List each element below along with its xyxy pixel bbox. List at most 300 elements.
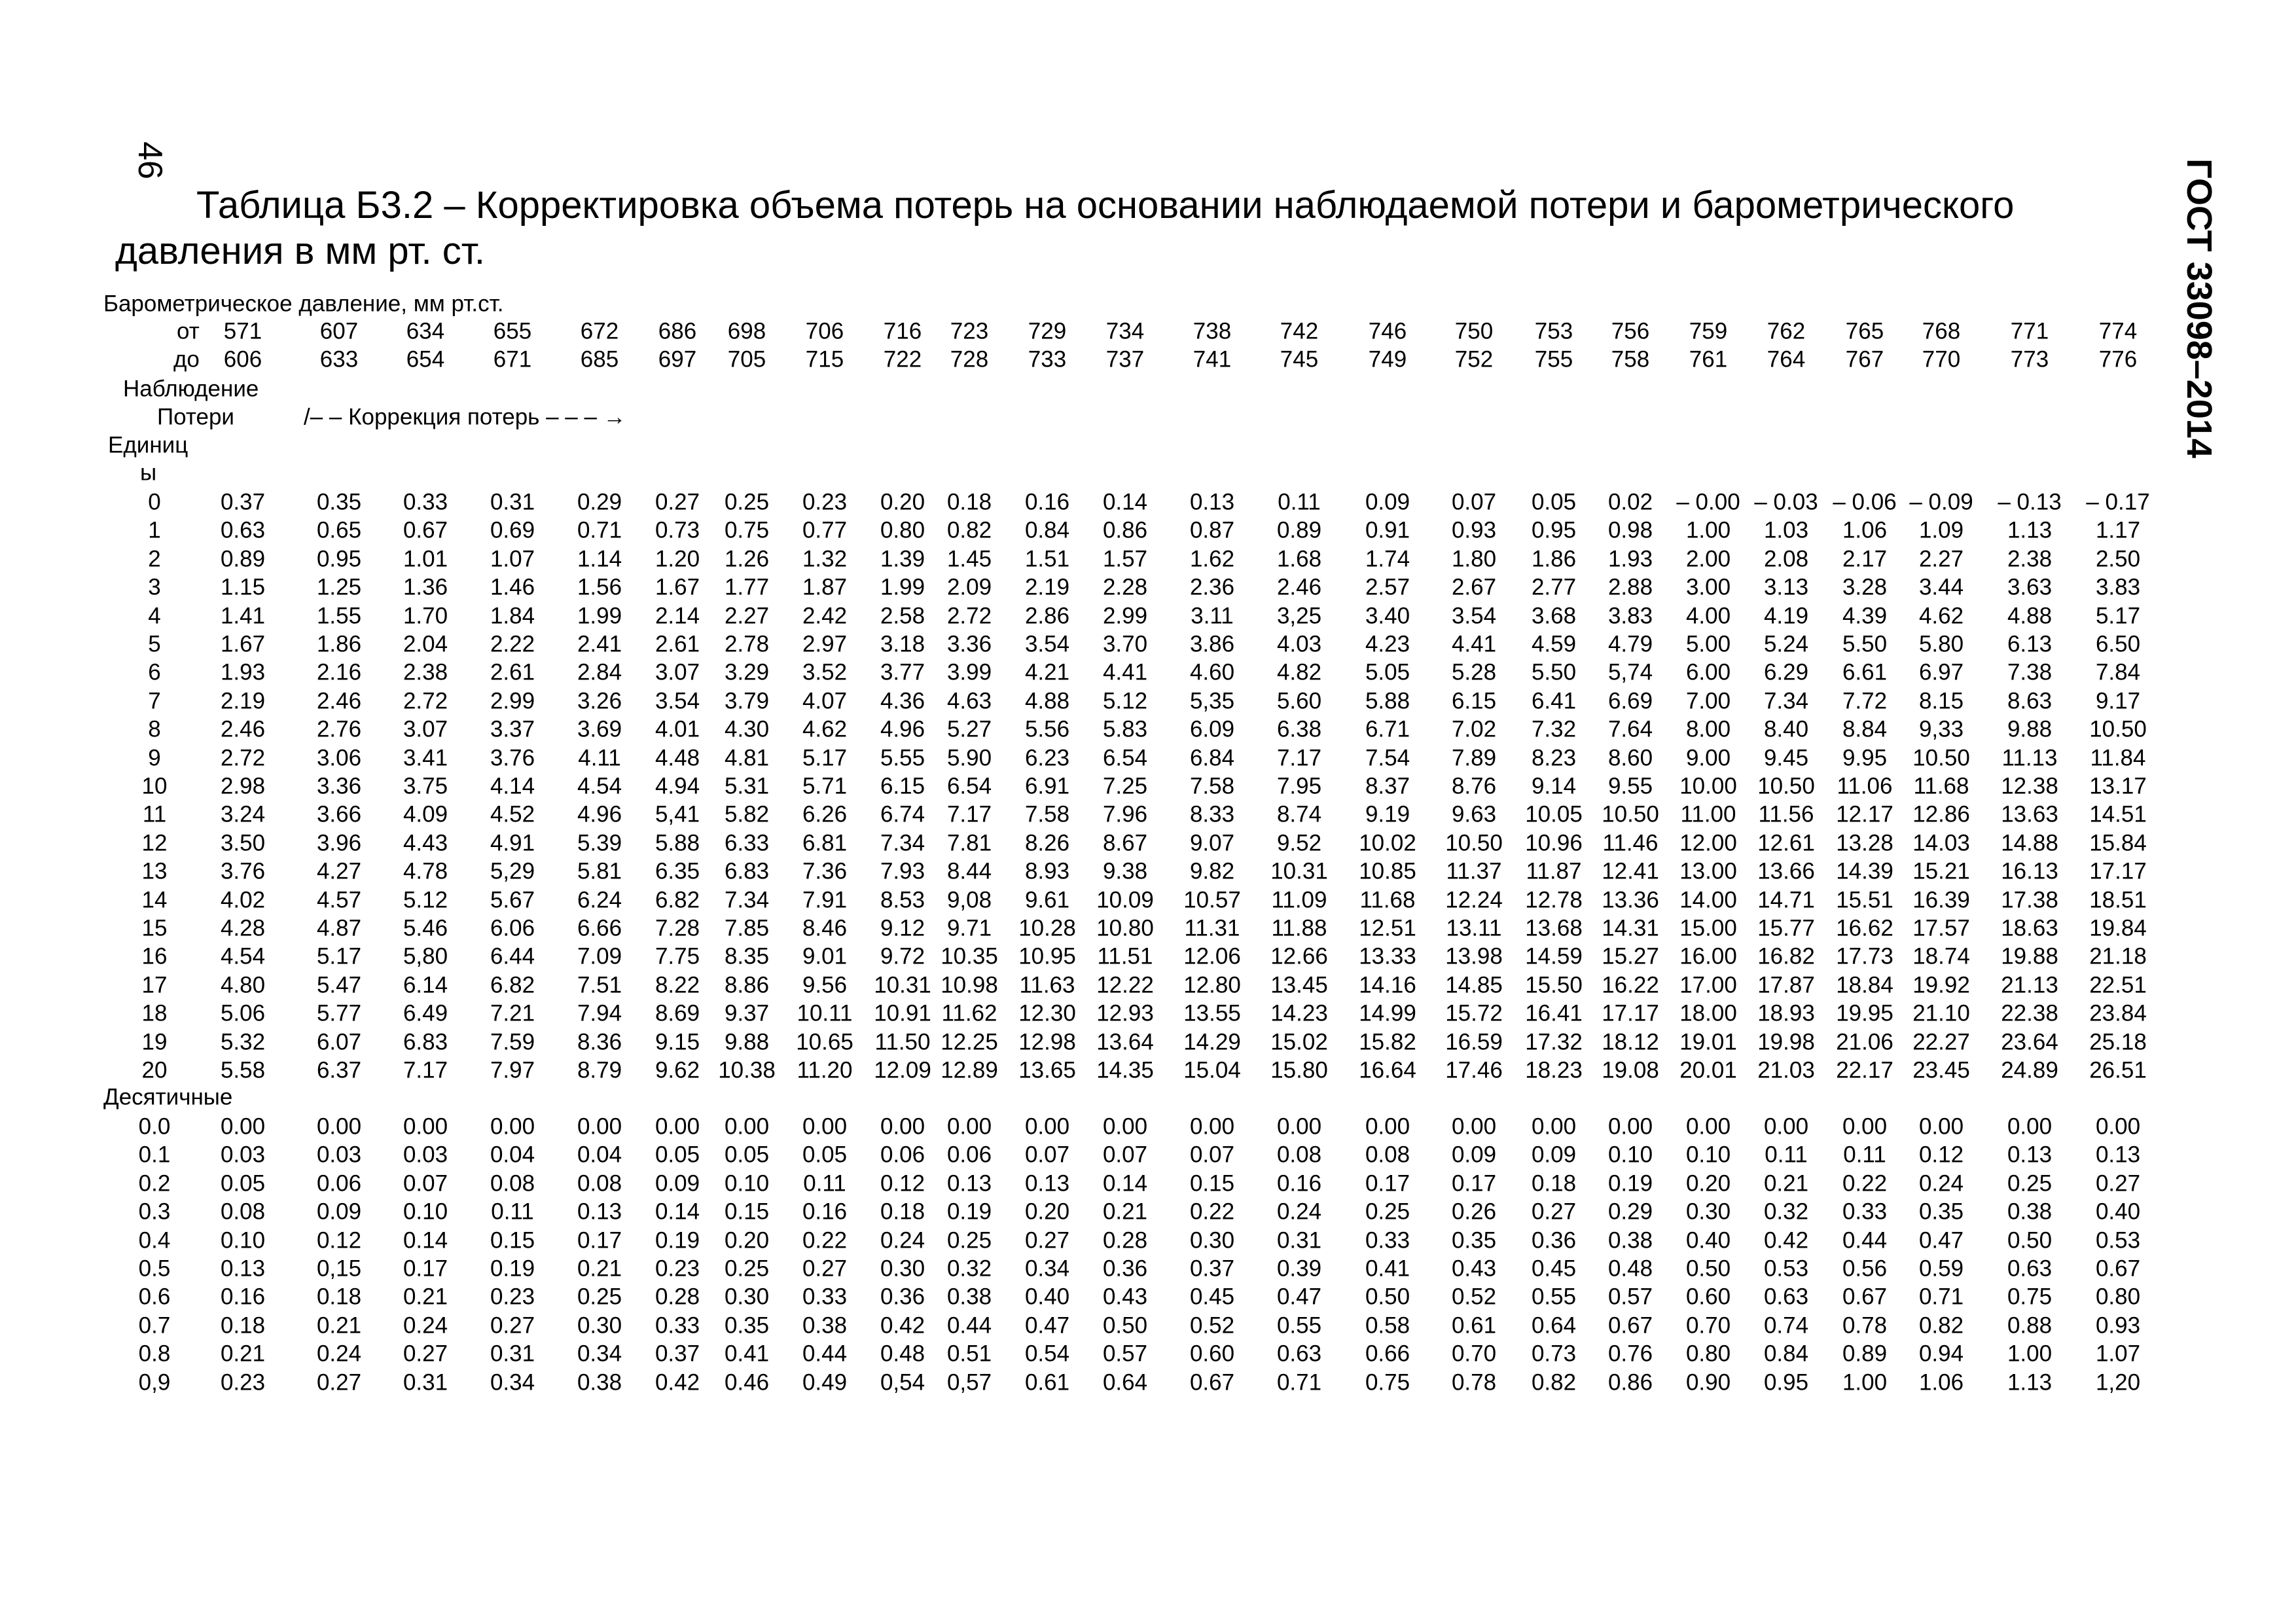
- table-cell: 4.36: [880, 688, 925, 714]
- table-cell: 8.84: [1842, 716, 1888, 742]
- table-cell: 0.44: [1842, 1227, 1888, 1254]
- table-cell: 2.19: [220, 688, 266, 714]
- table-cell: 6.14: [403, 972, 448, 998]
- table-cell: 8.00: [1685, 716, 1731, 742]
- table-cell: 0.45: [1531, 1255, 1577, 1282]
- table-cell: 0.19: [946, 1199, 992, 1225]
- table-cell: 0.63: [2007, 1255, 2053, 1282]
- units-row-label: 15: [141, 915, 168, 941]
- table-cell: 12.80: [1183, 972, 1241, 998]
- correction-label: /– – Коррекция потерь – – – →: [304, 404, 626, 430]
- table-cell: 14.59: [1525, 943, 1583, 969]
- table-cell: 6.06: [490, 915, 535, 941]
- table-cell: 9.56: [802, 972, 848, 998]
- pressure-from-value: 765: [1845, 318, 1884, 344]
- table-cell: 11.68: [1913, 773, 1969, 799]
- table-cell: 0.15: [1189, 1170, 1235, 1197]
- table-cell: 7.91: [802, 887, 848, 913]
- table-cell: 0.75: [2007, 1284, 2053, 1310]
- table-cell: 0.17: [1451, 1170, 1497, 1197]
- table-cell: 14.35: [1096, 1057, 1154, 1083]
- table-cell: 17.87: [1757, 972, 1815, 998]
- table-cell: 7.89: [1451, 745, 1497, 771]
- table-cell: 0.08: [220, 1199, 266, 1225]
- table-cell: 0.61: [1024, 1369, 1070, 1396]
- table-cell: 0.11: [1278, 489, 1321, 515]
- table-cell: 0.27: [1024, 1227, 1070, 1254]
- table-cell: 0.89: [1842, 1341, 1888, 1367]
- table-cell: 0.25: [724, 489, 770, 515]
- table-cell: 18.63: [2001, 915, 2058, 941]
- table-cell: 0.27: [2095, 1170, 2141, 1197]
- table-cell: 0.10: [403, 1199, 448, 1225]
- table-cell: 4.96: [577, 801, 622, 827]
- table-cell: 19.84: [2089, 915, 2147, 941]
- table-cell: 0.16: [1024, 489, 1070, 515]
- table-cell: 0.27: [1531, 1199, 1577, 1225]
- table-cell: 0.13: [577, 1199, 622, 1225]
- table-cell: 11.50: [874, 1029, 931, 1055]
- table-cell: 22.51: [2089, 972, 2147, 998]
- table-cell: 0.00: [220, 1113, 266, 1140]
- table-cell: 2.57: [1365, 574, 1410, 600]
- table-cell: 3.86: [1189, 631, 1235, 657]
- table-cell: 0.11: [491, 1199, 534, 1225]
- table-cell: 0.00: [1365, 1113, 1410, 1140]
- table-cell: 3.77: [880, 659, 925, 685]
- table-cell: 3.07: [655, 659, 700, 685]
- table-cell: 4.60: [1189, 659, 1235, 685]
- table-cell: 6.91: [1024, 773, 1070, 799]
- table-cell: 0.08: [1365, 1142, 1410, 1168]
- table-cell: 0,54: [880, 1369, 925, 1396]
- table-cell: 1.99: [880, 574, 925, 600]
- table-cell: 8.60: [1607, 745, 1653, 771]
- table-cell: 10.91: [874, 1000, 931, 1026]
- table-cell: 0.37: [655, 1341, 700, 1367]
- table-cell: 0.17: [1365, 1170, 1410, 1197]
- table-cell: 1.06: [1918, 1369, 1964, 1396]
- table-cell: 14.51: [2089, 801, 2147, 827]
- table-cell: 6.35: [655, 858, 700, 884]
- table-cell: 0.48: [880, 1341, 925, 1367]
- table-cell: 1.51: [1024, 546, 1070, 572]
- table-cell: 0.10: [1685, 1142, 1731, 1168]
- table-cell: 0.25: [2007, 1170, 2053, 1197]
- table-cell: 0.31: [490, 489, 535, 515]
- units-label: Единиц: [108, 432, 188, 458]
- table-cell: 2.38: [2007, 546, 2053, 572]
- table-cell: 0.33: [655, 1312, 700, 1339]
- table-cell: 15.51: [1836, 887, 1893, 913]
- table-cell: 4.82: [1276, 659, 1322, 685]
- table-cell: 0.89: [220, 546, 266, 572]
- table-cell: 0.33: [403, 489, 448, 515]
- table-cell: 0.00: [880, 1113, 925, 1140]
- table-cell: 0.55: [1276, 1312, 1322, 1339]
- table-cell: 0.00: [946, 1113, 992, 1140]
- decimals-row-label: 0.2: [138, 1170, 171, 1197]
- table-cell: 10.80: [1096, 915, 1154, 941]
- table-cell: 6.23: [1024, 745, 1070, 771]
- table-cell: 1.62: [1189, 546, 1235, 572]
- table-cell: 3.70: [1102, 631, 1148, 657]
- table-cell: 16.59: [1445, 1029, 1503, 1055]
- table-cell: 3.54: [655, 688, 700, 714]
- units-row-label: 11: [142, 801, 167, 827]
- table-cell: 0.14: [1102, 489, 1148, 515]
- from-label: от: [177, 318, 200, 344]
- table-cell: 0.52: [1451, 1284, 1497, 1310]
- table-cell: 9.14: [1531, 773, 1577, 799]
- pressure-from-value: 738: [1193, 318, 1232, 344]
- table-cell: 10.85: [1359, 858, 1416, 884]
- table-cell: 1.46: [490, 574, 535, 600]
- table-cell: 0.48: [1607, 1255, 1653, 1282]
- table-cell: 5.39: [577, 830, 622, 856]
- table-cell: 3.26: [577, 688, 622, 714]
- table-cell: 11.68: [1359, 887, 1416, 913]
- table-cell: 1.93: [220, 659, 266, 685]
- table-cell: 1.84: [490, 603, 535, 629]
- table-cell: 4.59: [1531, 631, 1577, 657]
- table-cell: 0.95: [316, 546, 362, 572]
- table-cell: 0.84: [1763, 1341, 1809, 1367]
- table-cell: 0,15: [316, 1255, 362, 1282]
- table-cell: 0.27: [490, 1312, 535, 1339]
- table-cell: 3.07: [403, 716, 448, 742]
- table-cell: 7.09: [577, 943, 622, 969]
- table-cell: 0.06: [946, 1142, 992, 1168]
- table-cell: 6.29: [1763, 659, 1809, 685]
- table-cell: 15.72: [1445, 1000, 1503, 1026]
- pressure-to-value: 633: [319, 346, 359, 372]
- table-cell: 2.46: [1276, 574, 1322, 600]
- table-cell: 4.41: [1451, 631, 1497, 657]
- table-cell: 8.63: [2007, 688, 2053, 714]
- table-cell: 1.17: [2095, 517, 2141, 543]
- table-cell: 0.60: [1685, 1284, 1731, 1310]
- table-cell: 5.46: [403, 915, 448, 941]
- table-cell: 1.45: [946, 546, 992, 572]
- table-cell: 5.58: [220, 1057, 266, 1083]
- table-cell: 5.27: [946, 716, 992, 742]
- units-row-label: 2: [148, 546, 161, 572]
- units-row-label: 3: [148, 574, 161, 600]
- table-cell: 7.58: [1024, 801, 1070, 827]
- table-cell: 0.04: [490, 1142, 535, 1168]
- table-cell: 0.00: [655, 1113, 700, 1140]
- table-cell: 0.06: [316, 1170, 362, 1197]
- table-cell: 2.38: [403, 659, 448, 685]
- table-cell: 1.14: [577, 546, 622, 572]
- table-cell: 0.73: [655, 517, 700, 543]
- table-cell: 17.17: [1602, 1000, 1659, 1026]
- table-cell: 8.93: [1024, 858, 1070, 884]
- table-cell: 12.24: [1445, 887, 1503, 913]
- table-cell: 22.27: [1912, 1029, 1970, 1055]
- units-row-label: 16: [141, 943, 168, 969]
- table-cell: 0.22: [1189, 1199, 1235, 1225]
- table-cell: 10.05: [1525, 801, 1583, 827]
- table-cell: 0.21: [1102, 1199, 1148, 1225]
- table-cell: 0.95: [1531, 517, 1577, 543]
- table-cell: 13.63: [2001, 801, 2058, 827]
- pressure-from-value: 655: [493, 318, 532, 344]
- table-cell: 11.06: [1837, 773, 1893, 799]
- table-cell: 3.66: [316, 801, 362, 827]
- table-cell: 12.30: [1018, 1000, 1076, 1026]
- table-cell: 0.20: [1685, 1170, 1731, 1197]
- table-cell: 0.63: [1763, 1284, 1809, 1310]
- table-cell: 0.42: [655, 1369, 700, 1396]
- pressure-from-value: 672: [580, 318, 619, 344]
- table-cell: 7.72: [1842, 688, 1888, 714]
- table-cell: 3.75: [403, 773, 448, 799]
- table-cell: 0.35: [316, 489, 362, 515]
- table-cell: 7.59: [490, 1029, 535, 1055]
- table-cell: 3.99: [946, 659, 992, 685]
- decimals-row-label: 0.1: [138, 1142, 171, 1168]
- table-cell: 0.03: [220, 1142, 266, 1168]
- pressure-from-value: 774: [2098, 318, 2138, 344]
- table-cell: – 0.17: [2086, 489, 2150, 515]
- table-cell: 0.71: [1918, 1284, 1964, 1310]
- table-cell: 3.00: [1685, 574, 1731, 600]
- table-cell: 4.62: [1918, 603, 1964, 629]
- table-cell: 0.43: [1102, 1284, 1148, 1310]
- table-cell: 0.50: [1102, 1312, 1148, 1339]
- table-cell: 0.11: [1843, 1142, 1886, 1168]
- table-cell: 0.38: [946, 1284, 992, 1310]
- table-cell: 3.83: [1607, 603, 1653, 629]
- table-cell: 10.98: [941, 972, 998, 998]
- table-cell: 0.18: [220, 1312, 266, 1339]
- table-cell: 0.07: [1102, 1142, 1148, 1168]
- table-cell: 8.23: [1531, 745, 1577, 771]
- table-cell: 2.61: [655, 631, 700, 657]
- decimals-row-label: 0.0: [138, 1113, 171, 1140]
- loss-label: Потери: [157, 404, 234, 430]
- table-cell: 0.03: [403, 1142, 448, 1168]
- table-cell: 0.00: [1685, 1113, 1731, 1140]
- table-cell: 0.00: [2095, 1113, 2141, 1140]
- table-cell: 0.53: [2095, 1227, 2141, 1254]
- table-cell: 3.24: [220, 801, 266, 827]
- table-cell: 9.72: [880, 943, 925, 969]
- table-cell: 17.17: [2089, 858, 2147, 884]
- table-cell: 9.52: [1276, 830, 1322, 856]
- table-cell: 0.07: [1024, 1142, 1070, 1168]
- table-cell: 5.77: [316, 1000, 362, 1026]
- table-cell: 0.46: [724, 1369, 770, 1396]
- table-cell: 2.84: [577, 659, 622, 685]
- pressure-to-value: 606: [223, 346, 262, 372]
- units-row-label: 9: [148, 745, 161, 771]
- table-cell: 12.66: [1270, 943, 1328, 969]
- pressure-to-value: 705: [727, 346, 766, 372]
- table-cell: 1.99: [577, 603, 622, 629]
- table-cell: 12.38: [2001, 773, 2058, 799]
- table-cell: 21.13: [2001, 972, 2058, 998]
- table-cell: 0.70: [1451, 1341, 1497, 1367]
- table-cell: 13.64: [1096, 1029, 1154, 1055]
- table-cell: 1.20: [655, 546, 700, 572]
- table-cell: 0.89: [1276, 517, 1322, 543]
- table-cell: 15.77: [1757, 915, 1815, 941]
- table-cell: 4.88: [2007, 603, 2053, 629]
- decimals-row-label: 0.3: [138, 1199, 171, 1225]
- table-cell: – 0.09: [1909, 489, 1973, 515]
- table-cell: 4.78: [403, 858, 448, 884]
- table-cell: 0.50: [1685, 1255, 1731, 1282]
- table-cell: 0.13: [2007, 1142, 2053, 1168]
- table-cell: 8.67: [1102, 830, 1148, 856]
- table-cell: 0.67: [403, 517, 448, 543]
- table-cell: 21.03: [1757, 1057, 1815, 1083]
- table-cell: 10.35: [941, 943, 998, 969]
- table-cell: 4.81: [724, 745, 770, 771]
- table-cell: 11.87: [1526, 858, 1582, 884]
- table-cell: 0.38: [577, 1369, 622, 1396]
- table-cell: 12.00: [1679, 830, 1737, 856]
- pressure-to-value: 752: [1454, 346, 1494, 372]
- table-cell: 5.56: [1024, 716, 1070, 742]
- table-cell: 11.62: [941, 1000, 997, 1026]
- table-cell: 2.97: [802, 631, 848, 657]
- units-row-label: 19: [141, 1029, 168, 1055]
- table-cell: 0.30: [724, 1284, 770, 1310]
- table-cell: 0.86: [1607, 1369, 1653, 1396]
- table-title-continued: давления в мм рт. ст.: [115, 230, 486, 272]
- table-cell: 0.32: [946, 1255, 992, 1282]
- table-cell: 2.76: [316, 716, 362, 742]
- table-cell: 16.64: [1359, 1057, 1416, 1083]
- table-cell: 7.34: [724, 887, 770, 913]
- table-cell: 7.94: [577, 1000, 622, 1026]
- pressure-to-value: 671: [493, 346, 532, 372]
- table-cell: 0.49: [802, 1369, 848, 1396]
- table-cell: 12.06: [1183, 943, 1241, 969]
- table-cell: 2.27: [724, 603, 770, 629]
- table-cell: 6.54: [1102, 745, 1148, 771]
- table-cell: 5,29: [490, 858, 535, 884]
- table-cell: 10.95: [1018, 943, 1076, 969]
- table-cell: 0.93: [1451, 517, 1497, 543]
- table-cell: 6.74: [880, 801, 925, 827]
- table-cell: 0.23: [655, 1255, 700, 1282]
- table-cell: 17.73: [1836, 943, 1893, 969]
- table-cell: 3.76: [490, 745, 535, 771]
- table-cell: 13.00: [1679, 858, 1737, 884]
- table-cell: 3.18: [880, 631, 925, 657]
- table-cell: 18.51: [2089, 887, 2147, 913]
- table-cell: 3.06: [316, 745, 362, 771]
- table-cell: 0.80: [2095, 1284, 2141, 1310]
- table-cell: 4.19: [1763, 603, 1809, 629]
- pressure-from-value: 753: [1534, 318, 1573, 344]
- table-cell: 19.95: [1836, 1000, 1893, 1026]
- table-cell: 0.09: [655, 1170, 700, 1197]
- table-cell: 0.29: [1607, 1199, 1653, 1225]
- table-cell: 0.06: [880, 1142, 925, 1168]
- table-cell: 2.72: [220, 745, 266, 771]
- table-cell: 13.28: [1836, 830, 1893, 856]
- table-cell: 0.75: [1365, 1369, 1410, 1396]
- table-cell: 4.48: [655, 745, 700, 771]
- pressure-to-value: 685: [580, 346, 619, 372]
- table-cell: 12.93: [1096, 1000, 1154, 1026]
- table-cell: 0.44: [946, 1312, 992, 1339]
- table-cell: 0.71: [1276, 1369, 1322, 1396]
- table-cell: 4.87: [316, 915, 362, 941]
- table-cell: 0.28: [1102, 1227, 1148, 1254]
- table-cell: 15.80: [1270, 1057, 1328, 1083]
- table-cell: 6.00: [1685, 659, 1731, 685]
- decimals-row-label: 0.6: [138, 1284, 171, 1310]
- table-cell: 6.54: [946, 773, 992, 799]
- table-cell: 0.38: [1607, 1227, 1653, 1254]
- decimals-row-label: 0.7: [138, 1312, 171, 1339]
- table-cell: 5.80: [1918, 631, 1964, 657]
- table-cell: 18.84: [1836, 972, 1893, 998]
- table-cell: 17.00: [1679, 972, 1737, 998]
- table-cell: 0.08: [577, 1170, 622, 1197]
- table-cell: 9.45: [1763, 745, 1809, 771]
- table-cell: 0.93: [2095, 1312, 2141, 1339]
- table-cell: 0.30: [880, 1255, 925, 1282]
- table-cell: 3.36: [316, 773, 362, 799]
- table-cell: 4.62: [802, 716, 848, 742]
- table-cell: 14.99: [1359, 1000, 1416, 1026]
- table-cell: 18.74: [1912, 943, 1970, 969]
- table-cell: 4.96: [880, 716, 925, 742]
- pressure-to-value: 654: [406, 346, 445, 372]
- table-cell: 6.71: [1365, 716, 1410, 742]
- table-cell: 0.42: [1763, 1227, 1809, 1254]
- table-cell: 6.82: [490, 972, 535, 998]
- pressure-from-value: 768: [1922, 318, 1961, 344]
- pressure-from-value: 729: [1028, 318, 1067, 344]
- units-row-label: 10: [141, 773, 168, 799]
- table-cell: 5.50: [1531, 659, 1577, 685]
- table-cell: 0.00: [1531, 1113, 1577, 1140]
- table-cell: 4.39: [1842, 603, 1888, 629]
- table-cell: 5.83: [1102, 716, 1148, 742]
- table-cell: 22.17: [1836, 1057, 1893, 1083]
- table-cell: 0.07: [403, 1170, 448, 1197]
- table-cell: 11.46: [1602, 830, 1659, 856]
- table-cell: 5.17: [316, 943, 362, 969]
- table-cell: – 0.13: [1998, 489, 2062, 515]
- table-cell: 7.17: [1276, 745, 1322, 771]
- observation-label: Наблюдение: [123, 376, 259, 402]
- table-cell: 0.10: [724, 1170, 770, 1197]
- units-row-label: 13: [141, 858, 168, 884]
- table-cell: 0.00: [490, 1113, 535, 1140]
- table-cell: 0.57: [1102, 1341, 1148, 1367]
- table-cell: 0.60: [1189, 1341, 1235, 1367]
- table-cell: 10.31: [874, 972, 931, 998]
- table-cell: 0.33: [1365, 1227, 1410, 1254]
- to-label: до: [173, 346, 200, 372]
- table-cell: 7.64: [1607, 716, 1653, 742]
- table-cell: 11.51: [1097, 943, 1153, 969]
- table-cell: 3.36: [946, 631, 992, 657]
- table-cell: 12.17: [1836, 801, 1893, 827]
- table-cell: 4.88: [1024, 688, 1070, 714]
- table-cell: 4.11: [578, 745, 621, 771]
